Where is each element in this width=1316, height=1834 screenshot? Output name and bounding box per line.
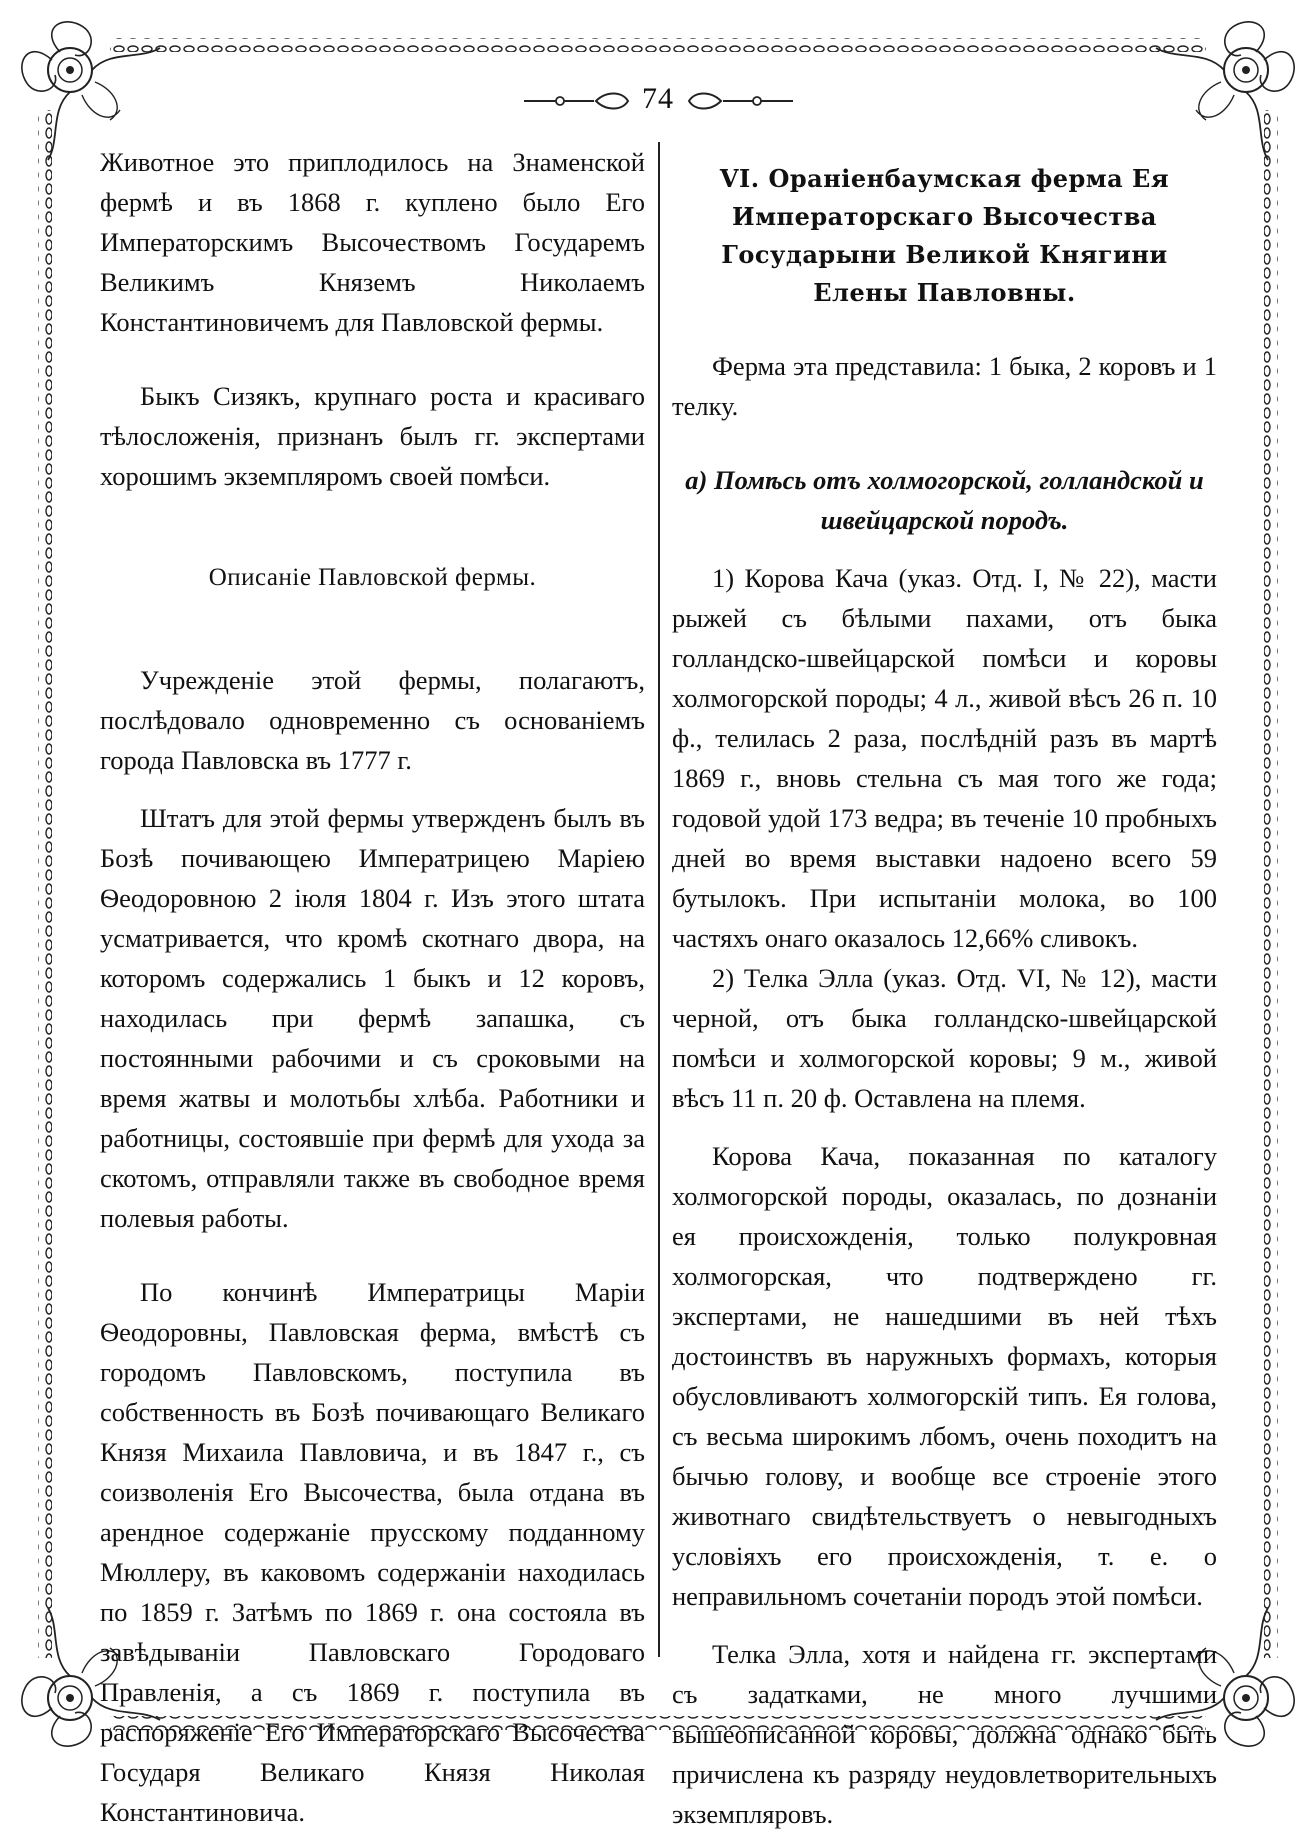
left-column	[100, 142, 645, 1832]
paragraph: 1) Корова Кача (указ. Отд. I, № 22), масти рыжей съ бѣлыми пахами, отъ быка голландско-швейцарской помѣси и коровы холмогорской породы; 4 л., живой вѣсъ 26 п. 10 ф., телилась 2 раза, послѣдній разъ въ мартѣ 1869 г., вновь стельна съ мая того же года; годовой удой 173 ведра; въ теченіе 10 пробныхъ дней во время выставки надоено всего 59 бутылокъ. При испытаніи молока, во 100 частяхъ онаго оказалось 12,66% сливокъ.	[672, 563, 1217, 953]
paragraph: Быкъ Сизякъ, крупнаго роста и красиваго тѣлосложенія, признанъ былъ гг. экспертами хорошимъ экземпляромъ своей помѣси.	[100, 381, 645, 491]
page-number: 74	[642, 82, 674, 115]
paragraph: Корова Кача, показанная по каталогу холмогорской породы, оказалась, по дознаніи ея происхожденія, только полукровная холмогорская, что подтверждено гг. экспертами, не нашедшими въ ней тѣхъ достоинствъ въ наружныхъ формахъ, которыя обусловливаютъ холмогорскій типъ. Ея голова, съ весьма широкимъ лбомъ, очень походитъ на бычью голову, и вообще все строеніе этого животнаго свидѣтельствуетъ о невыгодныхъ условіяхъ его происхожденія, т. е. о неправильномъ сочетаніи породъ этой помѣси.	[672, 1141, 1217, 1611]
paragraph: Ферма эта представила: 1 быка, 2 коровъ и 1 телку.	[672, 351, 1217, 421]
paragraph: Штатъ для этой фермы утвержденъ былъ въ Бозѣ почивающею Императрицею Маріею Ѳеодоровною 2 іюля 1804 г. Изъ этого штата усматривается, что кромѣ скотнаго двора, на которомъ содержались 1 быкъ и 12 коровъ, находилась при фермѣ запашка, съ постоянными рабочими и съ сроковыми на время жатвы и молотьбы хлѣба. Работники и работницы, состоявшіе при фермѣ для ухода за скотомъ, отправляли также въ свободное время полевыя работы.	[100, 803, 645, 1233]
right-column	[672, 142, 1217, 1834]
paragraph: Телка Элла, хотя и найдена гг. экспертами съ задатками, не много лучшими вышеописанной коровы, должна однако быть причислена къ разряду неудовлетворительныхъ экземпляровъ.	[672, 1639, 1217, 1829]
breed-subheading: а) Помѣсь отъ холмогорской, голландской и швейцарской породъ.	[685, 465, 1204, 535]
paragraph: Животное это приплодилось на Знаменской фермѣ и въ 1868 г. куплено было Его Императорскимъ Высочествомъ Государемъ Великимъ Княземъ Николаемъ Константиновичемъ для Павловской фермы.	[100, 147, 645, 337]
page-number-header	[0, 82, 1316, 116]
section-heading: VI. Ораніенбаумская ферма Ея Императорскаго Высочества Государыни Великой Княгини Елены Павловны.	[719, 164, 1170, 307]
column-divider	[658, 142, 660, 1657]
paragraph: По кончинѣ Императрицы Маріи Ѳеодоровны, Павловская ферма, вмѣстѣ съ городомъ Павловскомъ, поступила въ собственность въ Бозѣ почивающаго Великаго Князя Михаила Павловича, и въ 1847 г., съ соизволенія Его Высочества, была отдана въ арендное содержаніе прусскому подданному Мюллеру, въ каковомъ содержаніи находилась по 1859 г. Затѣмъ по 1869 г. она состояла въ завѣдываніи Павловскаго Городоваго Правленія, а съ 1869 г. поступила въ распоряженіе Его Императорскаго Высочества Государя Великаго Князя Николая Константиновича.	[100, 1277, 645, 1827]
paragraph: 2) Телка Элла (указ. Отд. VI, № 12), масти черной, отъ быка голландско-швейцарской помѣси и холмогорской коровы; 9 м., живой вѣсъ 11 п. 20 ф. Оставлена на племя.	[672, 963, 1217, 1113]
section-subheading: Описаніе Павловской фермы.	[208, 564, 537, 591]
left-flourish-icon	[524, 91, 634, 111]
right-flourish-icon	[683, 91, 793, 111]
paragraph: Учрежденіе этой фермы, полагаютъ, послѣдовало одновременно съ основаніемъ города Павловска въ 1777 г.	[100, 665, 645, 775]
